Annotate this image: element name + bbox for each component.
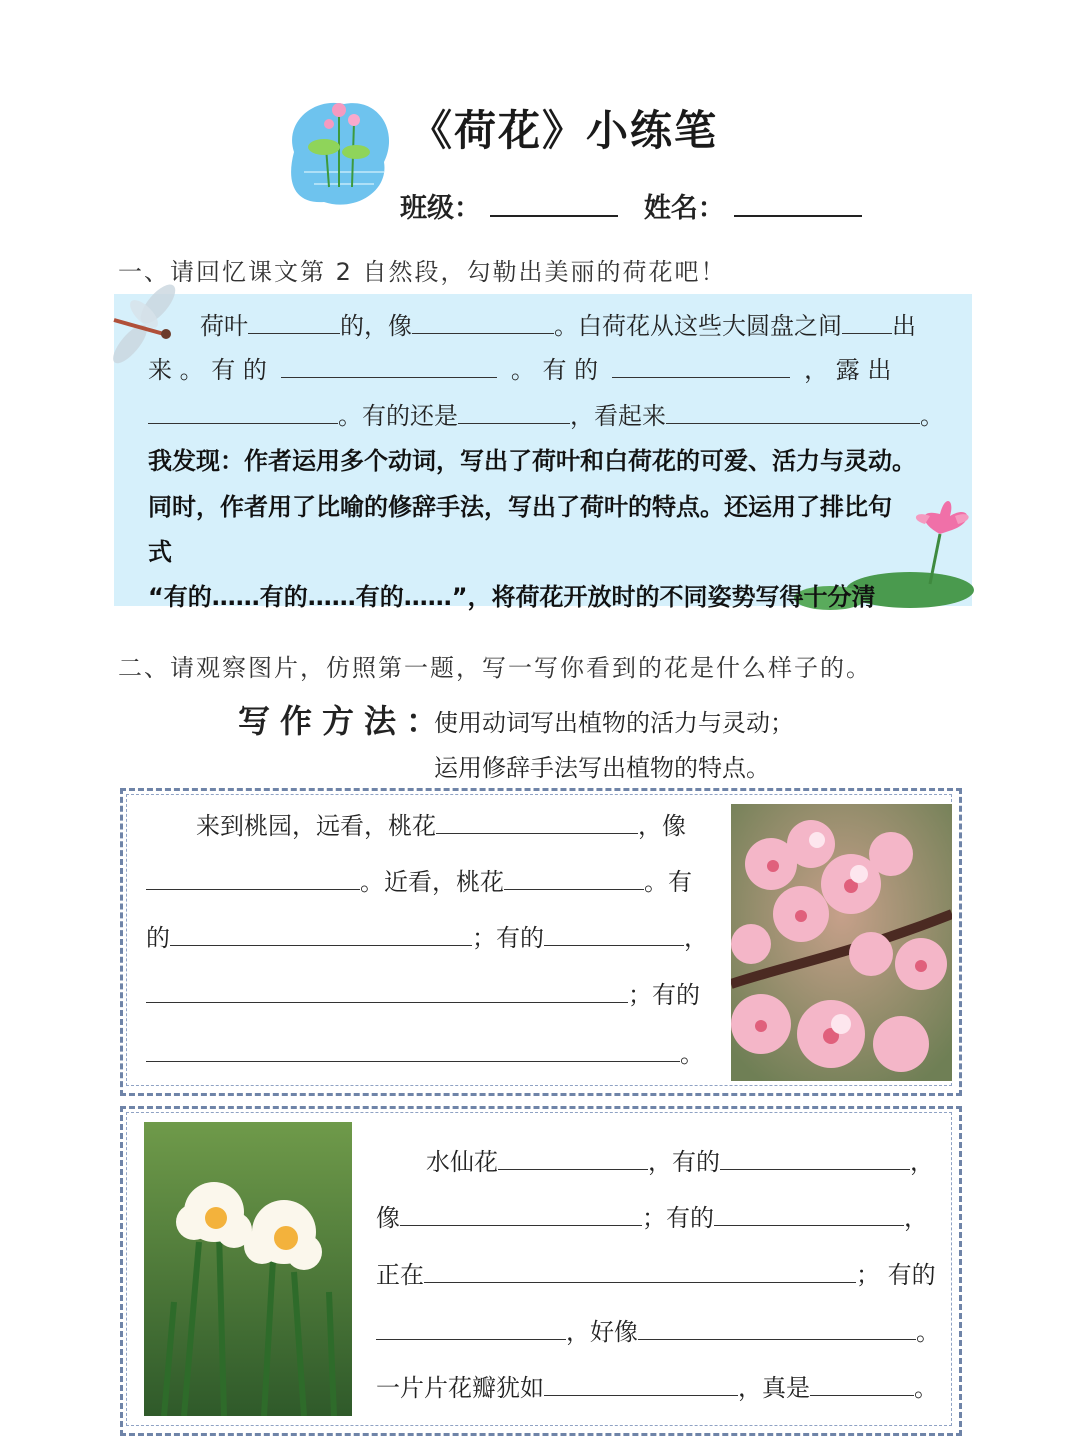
name-blank[interactable]: [734, 193, 862, 217]
text-segment: 水仙花: [426, 1148, 498, 1176]
peach-line-5: [146, 1034, 704, 1069]
blank-field[interactable]: [720, 1149, 910, 1170]
peach-blossom-photo: [731, 804, 952, 1081]
text-segment: 。: [920, 402, 944, 430]
text-segment: 正在: [376, 1261, 424, 1289]
section1-heading: 一、请回忆课文第 2 自然段，勾勒出美丽的荷花吧！: [118, 258, 727, 286]
text-segment: ，: [910, 1148, 934, 1176]
peach-line-2: [146, 862, 692, 897]
text-segment: ，看起来: [570, 402, 666, 430]
blank-field[interactable]: [148, 403, 338, 424]
text-segment: 荷叶: [200, 312, 248, 340]
text-segment: 。: [916, 1318, 940, 1346]
fill-line-3: [148, 396, 944, 431]
class-blank[interactable]: [490, 193, 618, 217]
name-label: 姓名：: [643, 193, 725, 224]
blank-field[interactable]: [412, 313, 554, 334]
discovery-line-1: 我发现：作者运用多个动词，写出了荷叶和白荷花的可爱、活力与灵动。: [148, 447, 916, 475]
text-segment: 。有: [644, 868, 692, 896]
text-segment: 。: [914, 1374, 938, 1402]
narcissus-line-2: [376, 1198, 928, 1233]
blank-field[interactable]: [248, 313, 340, 334]
blank-field[interactable]: [544, 1375, 738, 1396]
blank-field[interactable]: [424, 1262, 856, 1283]
text-segment: ，像: [638, 812, 686, 840]
worksheet-title: 《荷花》小练笔: [410, 106, 719, 155]
blank-field[interactable]: [842, 313, 892, 334]
text-segment: ； 有的: [856, 1261, 936, 1289]
fill-line-2: [148, 350, 891, 385]
blank-field[interactable]: [666, 403, 920, 424]
text-segment: 来到桃园，远看，桃花: [196, 812, 436, 840]
class-label: 班级：: [400, 193, 481, 224]
writing-method-title: 写作方法：: [238, 702, 449, 740]
blank-field[interactable]: [146, 982, 628, 1003]
text-segment: ；有的: [628, 981, 700, 1009]
text-segment: 的，像: [340, 312, 412, 340]
class-name-row: [400, 186, 862, 225]
blank-field[interactable]: [498, 1149, 648, 1170]
text-segment: ， 露 出: [804, 356, 892, 384]
text-segment: ；有的: [472, 924, 544, 952]
narcissus-line-1: [426, 1142, 934, 1177]
text-segment: 一片片花瓣犹如: [376, 1374, 544, 1402]
blank-field[interactable]: [638, 1319, 916, 1340]
lotus-pond-illustration: [284, 92, 396, 210]
blank-field[interactable]: [458, 403, 570, 424]
blank-field[interactable]: [376, 1319, 566, 1340]
discovery-line-2: 同时，作者用了比喻的修辞手法，写出了荷叶的特点。还运用了排比句: [148, 493, 892, 521]
blank-field[interactable]: [146, 1041, 680, 1062]
blank-field[interactable]: [612, 357, 790, 378]
peach-line-4: [146, 975, 700, 1010]
text-segment: 。有的还是: [338, 402, 458, 430]
blank-field[interactable]: [544, 925, 684, 946]
blank-field[interactable]: [714, 1205, 904, 1226]
discovery-line-3: 式: [148, 538, 172, 566]
peach-line-3: [146, 918, 708, 953]
peach-line-1: [196, 806, 686, 841]
blank-field[interactable]: [504, 869, 644, 890]
text-segment: ；有的: [642, 1204, 714, 1232]
blank-field[interactable]: [436, 813, 638, 834]
narcissus-line-3: [376, 1255, 936, 1290]
text-segment: 。 有 的: [510, 356, 599, 384]
text-segment: 。: [680, 1040, 704, 1068]
narcissus-flower-photo: [144, 1122, 352, 1416]
writing-method-line-2: 运用修辞手法写出植物的特点。: [434, 754, 770, 782]
discovery-line-4: “有的……有的……有的……”，将荷花开放时的不同姿势写得十分清: [148, 583, 876, 611]
text-segment: ，: [684, 924, 708, 952]
text-segment: ，: [904, 1204, 928, 1232]
blank-field[interactable]: [170, 925, 472, 946]
text-segment: 的: [146, 924, 170, 952]
blank-field[interactable]: [281, 357, 497, 378]
text-segment: 出: [892, 312, 916, 340]
text-segment: 。近看，桃花: [360, 868, 504, 896]
text-segment: 。白荷花从这些大圆盘之间: [554, 312, 842, 340]
blank-field[interactable]: [400, 1205, 642, 1226]
writing-method-line-1: 使用动词写出植物的活力与灵动；: [434, 709, 794, 737]
narcissus-line-4: [376, 1312, 940, 1347]
text-segment: 来 。 有 的: [148, 356, 267, 384]
text-segment: ，好像: [566, 1318, 638, 1346]
fill-line-1: [200, 306, 916, 341]
narcissus-line-5: [376, 1368, 938, 1403]
text-segment: 像: [376, 1204, 400, 1232]
text-segment: ，真是: [738, 1374, 810, 1402]
section2-heading: 二、请观察图片，仿照第一题，写一写你看到的花是什么样子的。: [118, 654, 872, 682]
text-segment: ，有的: [648, 1148, 720, 1176]
blank-field[interactable]: [810, 1375, 914, 1396]
blank-field[interactable]: [146, 869, 360, 890]
